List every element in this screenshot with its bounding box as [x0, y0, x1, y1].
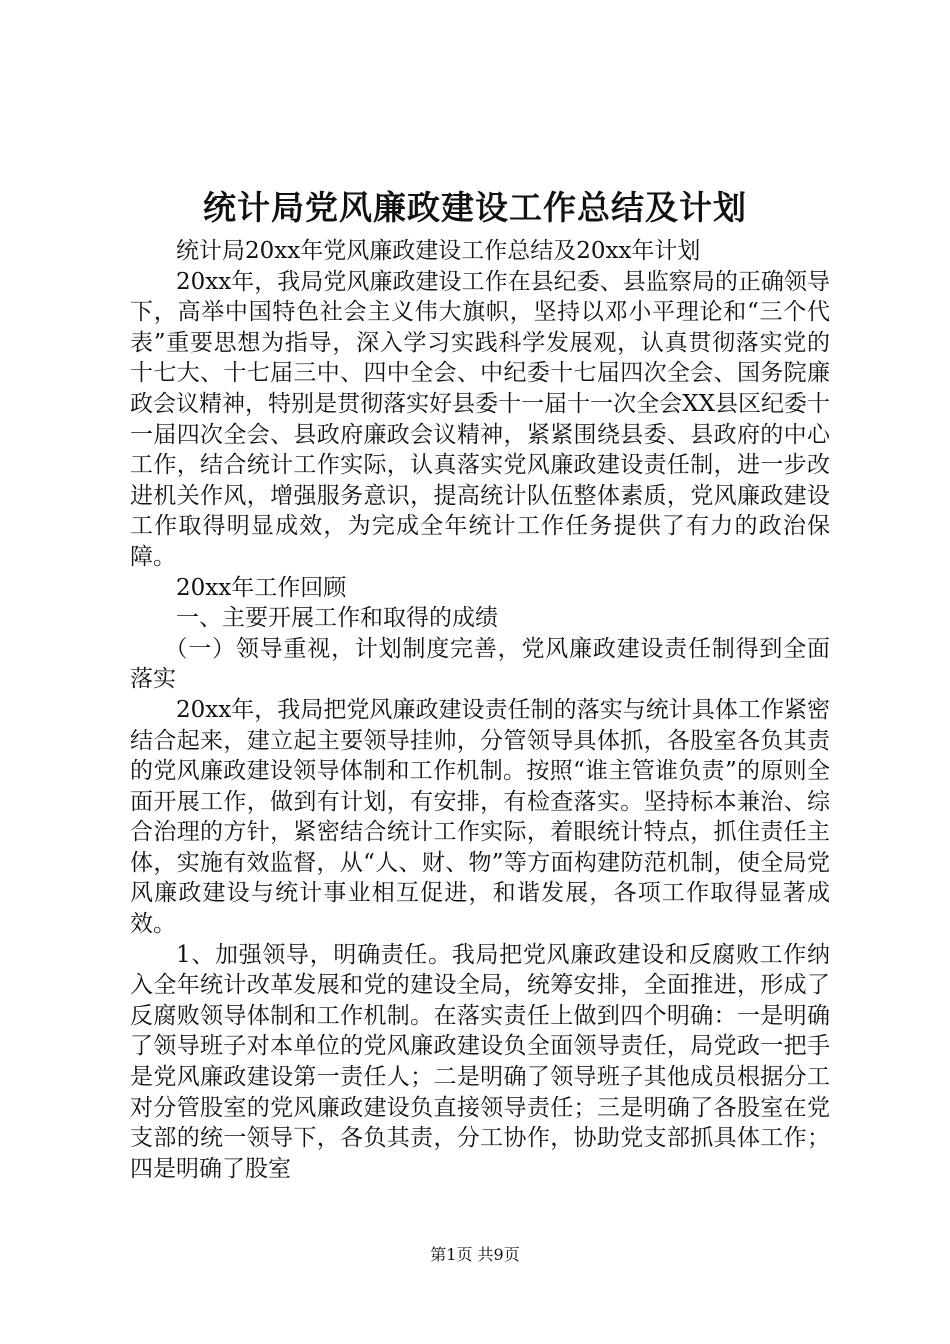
section-heading-achievements: 一、主要开展工作和取得的成绩	[176, 605, 498, 632]
intro-paragraph: 20xx年，我局党风廉政建设工作在县纪委、县监察局的正确领导下，高举中国特色社会主义伟大旗帜，坚持以邓小平理论和“三个代表”重要思想为指导，深入学习实践科学发展观，认真贯彻落实党的十七大、十七届三中、四中全会、中纪委十七届四次全会、国务院廉政会议精神，特别是贯彻落实好县委十一届十一次全会XX县区纪委十一届四次全会、县政府廉政会议精神，紧紧围绕县委、县政府的中心工作，结合统计工作实际，认真落实党风廉政建设责任制，进一步改进机关作风，增强服务意识，提高统计队伍整体素质，党风廉政建设工作取得明显成效，为完成全年统计工作任务提供了有力的政治保障。	[130, 268, 830, 570]
subsection-heading-1: （一）领导重视，计划制度完善，党风廉政建设责任制得到全面落实	[130, 635, 830, 693]
body-paragraph-responsibility: 20xx年，我局把党风廉政建设责任制的落实与统计具体工作紧密结合起来，建立起主要领导挂帅，分管领导具体抓，各股室各负其责的党风廉政建设领导体制和工作机制。按照“谁主管谁负责”的原则全面开展工作，做到有计划，有安排，有检查落实。坚持标本兼治、综合治理的方针，紧密结合统计工作实际，着眼统计特点，抓住责任主体，实施有效监督，从“人、财、物”等方面构建防范机制，使全局党风廉政建设与统计事业相互促进，和谐发展，各项工作取得显著成效。	[130, 696, 830, 938]
section-heading-review: 20xx年工作回顾	[176, 574, 347, 601]
body-paragraph-leadership: 1、加强领导，明确责任。我局把党风廉政建设和反腐败工作纳入全年统计改革发展和党的建设全局，统筹安排，全面推进，形成了反腐败领导体制和工作机制。在落实责任上做到四个明确：一是明确了领导班子对本单位的党风廉政建设负全面领导责任，局党政一把手是党风廉政建设第一责任人；二是明确了领导班子其他成员根据分工对分管股室的党风廉政建设负直接领导责任；三是明确了各股室在党支部的统一领导下，各负其责，分工协作，协助党支部抓具体工作；四是明确了股室	[130, 941, 830, 1182]
page-number-footer: 第1页 共9页	[430, 1245, 520, 1264]
subtitle-paragraph: 统计局20xx年党风廉政建设工作总结及20xx年计划	[176, 238, 701, 264]
document-body	[130, 236, 830, 1184]
document-title: 统计局党风廉政建设工作总结及计划	[203, 188, 747, 227]
